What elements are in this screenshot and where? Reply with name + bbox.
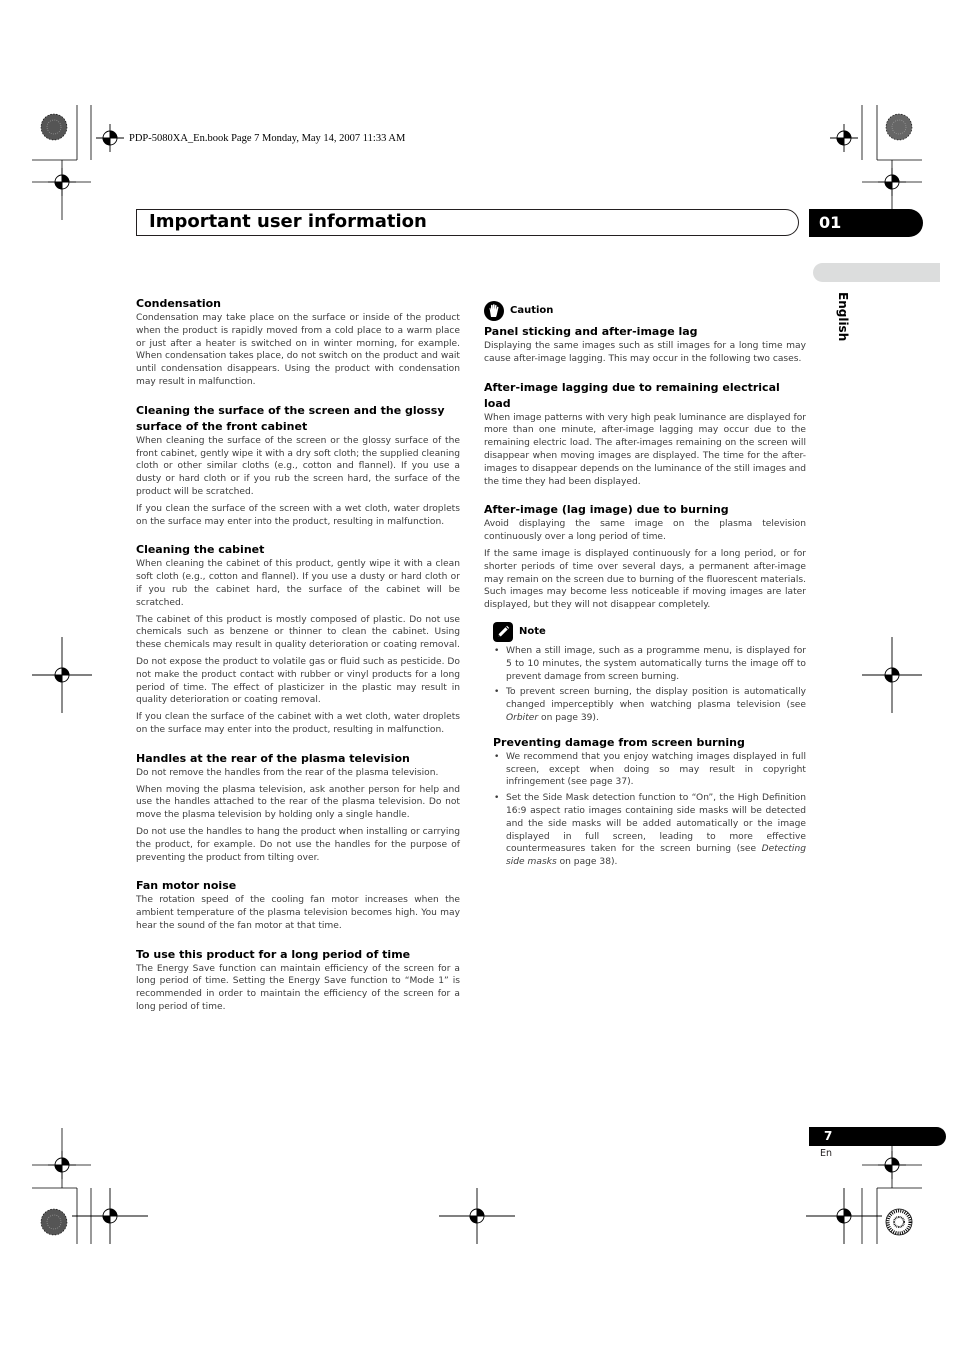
section-cleaning-screen: [136, 403, 460, 529]
pencil-note-icon: [493, 622, 513, 642]
section-heading: Handles at the rear of the plasma television: [136, 751, 410, 765]
language-label: English: [836, 292, 850, 342]
caution-label: Caution: [510, 304, 554, 316]
cross-reference: Detecting side masks: [506, 844, 806, 868]
left-column: [136, 296, 460, 1028]
section-heading: Condensation: [136, 297, 222, 310]
paragraph: Condensation may take place on the surface or inside of the product when the product is rapidly moved from a cold place to a warm place or just after a heater is switched on in winter morning, for example. When condensation takes place, do not switch on the product and wait until condensation disappears. Using the product with condensation may result in malfunction.: [136, 313, 460, 387]
paragraph: The cabinet of this product is mostly composed of plastic. Do not use chemicals such as benzene or thinner to clean the cabinet. Using these chemicals may result in quality deterioration or coating removal.: [136, 614, 460, 651]
paragraph: Displaying the same images such as still images for a long time may cause after-image lagging. This may occur in the following two cases.: [484, 341, 806, 364]
paragraph: When moving the plasma television, ask another person for help and use the handles attached to the rear of the plasma television. Do not move the plasma television by holding only a single handle.: [136, 784, 460, 821]
paragraph: The Energy Save function can maintain efficiency of the screen for a long period of time. Setting the Energy Save function to “Mode 1” is recommended in order to maintain the efficiency of the screen for a long period of time.: [136, 963, 460, 1013]
paragraph: If you clean the surface of the cabinet with a wet cloth, water droplets on the surface may enter into the product, resulting in malfunction.: [136, 712, 460, 735]
paragraph: The rotation speed of the cooling fan motor increases when the ambient temperature of the plasma television becomes high. You may hear the sound of the fan motor at that time.: [136, 895, 460, 931]
section-heading: Cleaning the surface of the screen and the glossy surface of the front cabinet: [136, 403, 445, 433]
section-long-use: [136, 947, 460, 1014]
list-item: [493, 686, 806, 724]
paragraph: If you clean the surface of the screen with a wet cloth, water droplets on the surface may enter into the product, resulting in malfunction.: [136, 503, 460, 527]
chapter-number-tab: 01: [809, 209, 923, 237]
section-lag-burning: [484, 502, 806, 612]
list-item: • We recommend that you enjoy watching images displayed in full screen, except when doing so may result in copyright infringement (see page 37).: [493, 751, 806, 789]
paragraph: Do not remove the handles from the rear of the plasma television.: [136, 767, 439, 778]
preventing-list: [493, 751, 806, 869]
list-item: [493, 792, 806, 869]
caution-callout: [484, 301, 806, 321]
note-block: [493, 622, 806, 869]
list-item: • When a still image, such as a programme menu, is displayed for 5 to 10 minutes, the system automatically turns the image off to prevent damage from screen burning.: [493, 645, 806, 683]
section-heading: Panel sticking and after-image lag: [484, 325, 698, 338]
language-tab: [813, 263, 940, 282]
note-callout: [493, 622, 806, 642]
page-language-code: En: [820, 1148, 833, 1159]
note-label: Note: [519, 625, 546, 637]
paragraph: When image patterns with very high peak luminance are displayed for more than one minute, after-image lagging may occur due to the remaining electric load. The after-images remaining on the screen will disappear when moving images are displayed. The time for the after-images to disappear depends on the luminance of the still images and the time they had been displayed.: [484, 412, 806, 487]
section-lag-electrical: [484, 380, 806, 489]
section-heading: After-image (lag image) due to burning: [484, 503, 729, 517]
right-column: [484, 301, 806, 879]
section-heading: After-image lagging due to remaining electrical load: [484, 380, 780, 410]
paragraph: Do not use the handles to hang the product when installing or carrying the product, for example. Do not use the handles for the purpose of preventing the product from tilting over.: [136, 826, 460, 863]
paragraph: When cleaning the surface of the screen or the glossy surface of the front cabinet, gently wipe it with a dry soft cloth; the supplied cleaning cloth or other similar cloths (e.g., cotton and flannel). If you use a dusty or hard cloth or if you rub the screen hard, the surface of the product will be scratched.: [136, 435, 460, 497]
paragraph: When cleaning the cabinet of this product, gently wipe it with a clean soft cloth (e.g., cotton and flannel). If you use a dusty or hard cloth or if you rub the cabinet hard, the surface of the cabinet will be scratched.: [136, 559, 460, 608]
list-item-text: To prevent screen burning, the display position is automatically changed imperceptibly when watching plasma television (see: [506, 687, 806, 711]
paragraph: If the same image is displayed continuously for a long period, or for shorter periods of time over several days, a permanent after-image may remain on the screen due to burning of the fluorescent materials. Such images may become less noticeable if moving images are later displayed, but they will not disappear completely.: [484, 548, 806, 611]
section-heading: Cleaning the cabinet: [136, 543, 265, 557]
list-item-text: on page 38).: [556, 857, 618, 868]
cross-reference: Orbiter: [506, 712, 539, 723]
section-heading: Fan motor noise: [136, 879, 237, 893]
paragraph: Avoid displaying the same image on the plasma television continuously over a long period of time.: [484, 519, 806, 543]
page-title: Important user information: [149, 211, 427, 232]
section-cleaning-cabinet: [136, 542, 460, 736]
list-item-text: Set the Side Mask detection function to “On”, the High Definition 16:9 aspect ratio images containing side masks will be detected and the side masks will be added automatically or the image displayed in full screen, leading to more effective countermeasures taken for the screen burning (see: [506, 793, 806, 855]
section-panel-sticking: [484, 324, 806, 366]
page-number-tab: 7: [809, 1127, 946, 1146]
section-handles: [136, 751, 460, 865]
section-heading: Preventing damage from screen burning: [493, 735, 745, 749]
section-condensation: [136, 296, 460, 389]
list-item-text: on page 39).: [538, 712, 599, 723]
paragraph: Do not expose the product to volatile gas or fluid such as pesticide. Do not make the product contact with rubber or vinyl products for a long period of time. The effect of plasticizer in the plastic may result in quality deterioration or coating removal.: [136, 656, 460, 706]
hand-stop-icon: [484, 301, 504, 321]
note-list: [493, 645, 806, 725]
section-fan-noise: [136, 878, 460, 932]
print-info-line: PDP-5080XA_En.book Page 7 Monday, May 14, 2007 11:33 AM: [129, 133, 406, 144]
section-heading: To use this product for a long period of time: [136, 947, 411, 961]
